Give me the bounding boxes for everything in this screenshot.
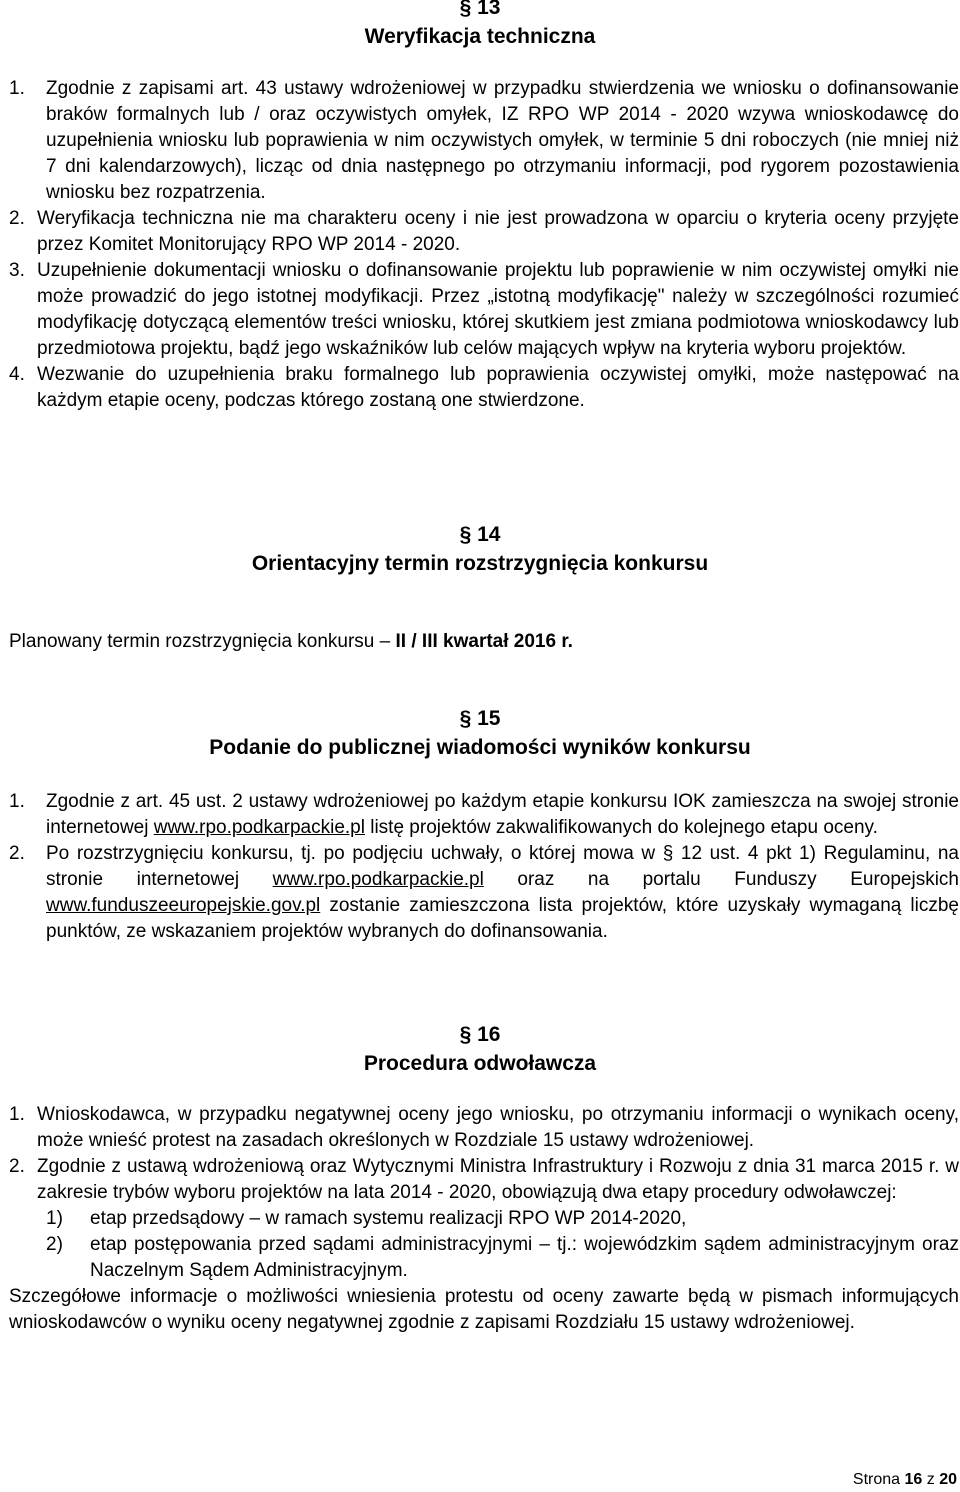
list-item (9, 789, 959, 841)
text-fragment: zostanie zamieszczona lista projektów, które uzyskały wymaganą liczbę punktów, ze wskazaniem projektów wybranych do dofinansowania. (46, 895, 959, 942)
footer-prefix: Strona (852, 1471, 905, 1488)
text-fragment: oraz na portalu Funduszy Europejskich (483, 869, 959, 890)
list-item (9, 76, 959, 206)
list-number: 2. (9, 1156, 25, 1177)
list-number: 1. (9, 791, 25, 812)
text-fragment: listę projektów zakwalifikowanych do kolejnego etapu oceny. (364, 817, 878, 838)
list-number: 1. (9, 78, 25, 99)
list-number: 4. (9, 364, 25, 385)
list-number: 3. (9, 260, 25, 281)
section-number: § 15 (459, 707, 501, 730)
section-number: § 14 (459, 523, 501, 546)
list-item (9, 258, 959, 362)
list-item (9, 206, 959, 258)
total-pages: 20 (939, 1471, 957, 1488)
section-number: § 16 (459, 1023, 501, 1046)
list-text: Weryfikacja techniczna nie ma charakteru oceny i nie jest prowadzona w oparciu o kryteria oceny przyjęte przez Komitet Monitorujący RPO WP 2014 - 2020. (37, 208, 959, 255)
list-item (9, 841, 959, 945)
rpo-link[interactable]: www.rpo.podkarpackie.pl (272, 869, 484, 890)
deadline-value: II / III kwartał 2016 r. (395, 631, 573, 652)
sub-list-number: 1) (46, 1208, 63, 1229)
section-14-text (9, 629, 959, 655)
list-text: Uzupełnienie dokumentacji wniosku o dofinansowanie projektu lub poprawienie w nim oczywistej omyłki nie może prowadzić do jego istotnej modyfikacji. Przez „istotną modyfikację" należy w szczególności rozumieć modyfikację dotyczącą elementów treści wniosku, której skutkiem jest zmiana podmiotowa wnioskodawcy lub przedmiotowa projektu, bądź jego wskaźników lub celów mających wpływ na kryteria wyboru projektów. (37, 260, 959, 359)
list-text: Zgodnie z zapisami art. 43 ustawy wdrożeniowej w przypadku stwierdzenia we wniosku o dofinansowanie braków formalnych lub / oraz oczywistych omyłek, IZ RPO WP 2014 - 2020 wzywa wnioskodawcę do uzupełnienia wniosku lub poprawienia w nim oczywistych omyłek, w terminie 5 dni roboczych (nie mniej niż 7 dni kalendarzowych), licząc od dnia następnego po otrzymaniu informacji, pod rygorem pozostawienia wniosku bez rozpatrzenia. (46, 78, 959, 203)
page-footer (853, 1470, 957, 1490)
sub-list-text: etap przedsądowy – w ramach systemu realizacji RPO WP 2014-2020, (90, 1208, 687, 1229)
section-title: Podanie do publicznej wiadomości wyników konkursu (209, 736, 751, 759)
list-item (9, 1102, 959, 1154)
text-fragment: Zgodnie z art. 45 ust. 2 ustawy wdrożeniowej po każdym etapie konkursu IOK zamieszcza na swojej stronie internetowej (46, 791, 959, 838)
section-13 (0, 0, 960, 51)
list-text: Wezwanie do uzupełnienia braku formalnego lub poprawienia oczywistej omyłki, może następować na każdym etapie oceny, podczas którego zostaną one stwierdzone. (37, 364, 959, 411)
text-fragment: Po rozstrzygnięciu konkursu, tj. po podjęciu uchwały, o której mowa w § 12 ust. 4 pkt 1) Regulaminu, na stronie internetowej (46, 843, 959, 890)
section-number: § 13 (459, 0, 501, 19)
section-16 (0, 1022, 960, 1078)
closing-paragraph: Szczegółowe informacje o możliwości wniesienia protestu od oceny zawarte będą w pismach informujących wnioskodawców o wyniku oceny negatywnej zgodnie z zapisami Rozdziału 15 ustawy wdrożeniowej. (9, 1286, 959, 1333)
sub-list-text: etap postępowania przed sądami administracyjnymi – tj.: wojewódzkim sądem administracyjnym oraz Naczelnym Sądem Administracyjnym. (90, 1234, 959, 1281)
list-number: 2. (9, 843, 25, 864)
sub-list-number: 2) (46, 1234, 63, 1255)
list-text: Wnioskodawca, w przypadku negatywnej oceny jego wniosku, po otrzymaniu informacji o wynikach oceny, może wnieść protest na zasadach określonych w Rozdziale 15 ustawy wdrożeniowej. (37, 1104, 959, 1151)
list-item (9, 1154, 959, 1206)
sub-list-item (9, 1232, 959, 1284)
section-15 (0, 706, 960, 762)
section-title: Orientacyjny termin rozstrzygnięcia konkursu (251, 552, 709, 575)
current-page: 16 (904, 1471, 923, 1488)
list-number: 2. (9, 208, 25, 229)
section-13-list (9, 76, 959, 414)
list-item (9, 362, 959, 414)
footer-mid: z (922, 1471, 940, 1488)
list-text (46, 841, 959, 945)
list-text (46, 789, 959, 841)
sub-list-item (9, 1206, 959, 1232)
section-title: Procedura odwoławcza (363, 1052, 597, 1075)
section-14 (0, 522, 960, 578)
list-text: Zgodnie z ustawą wdrożeniową oraz Wytycznymi Ministra Infrastruktury i Rozwoju z dnia 31 marca 2015 r. w zakresie trybów wyboru projektów na lata 2014 - 2020, obowiązują dwa etapy procedury odwoławczej: (37, 1156, 959, 1203)
fundusze-link[interactable]: www.funduszeeuropejskie.gov.pl (46, 895, 321, 916)
section-16-list (9, 1102, 959, 1336)
section-15-list (9, 789, 959, 945)
section-title: Weryfikacja techniczna (364, 25, 596, 48)
rpo-link[interactable]: www.rpo.podkarpackie.pl (153, 817, 365, 838)
deadline-label: Planowany termin rozstrzygnięcia konkursu – (9, 631, 396, 652)
list-number: 1. (9, 1104, 25, 1125)
